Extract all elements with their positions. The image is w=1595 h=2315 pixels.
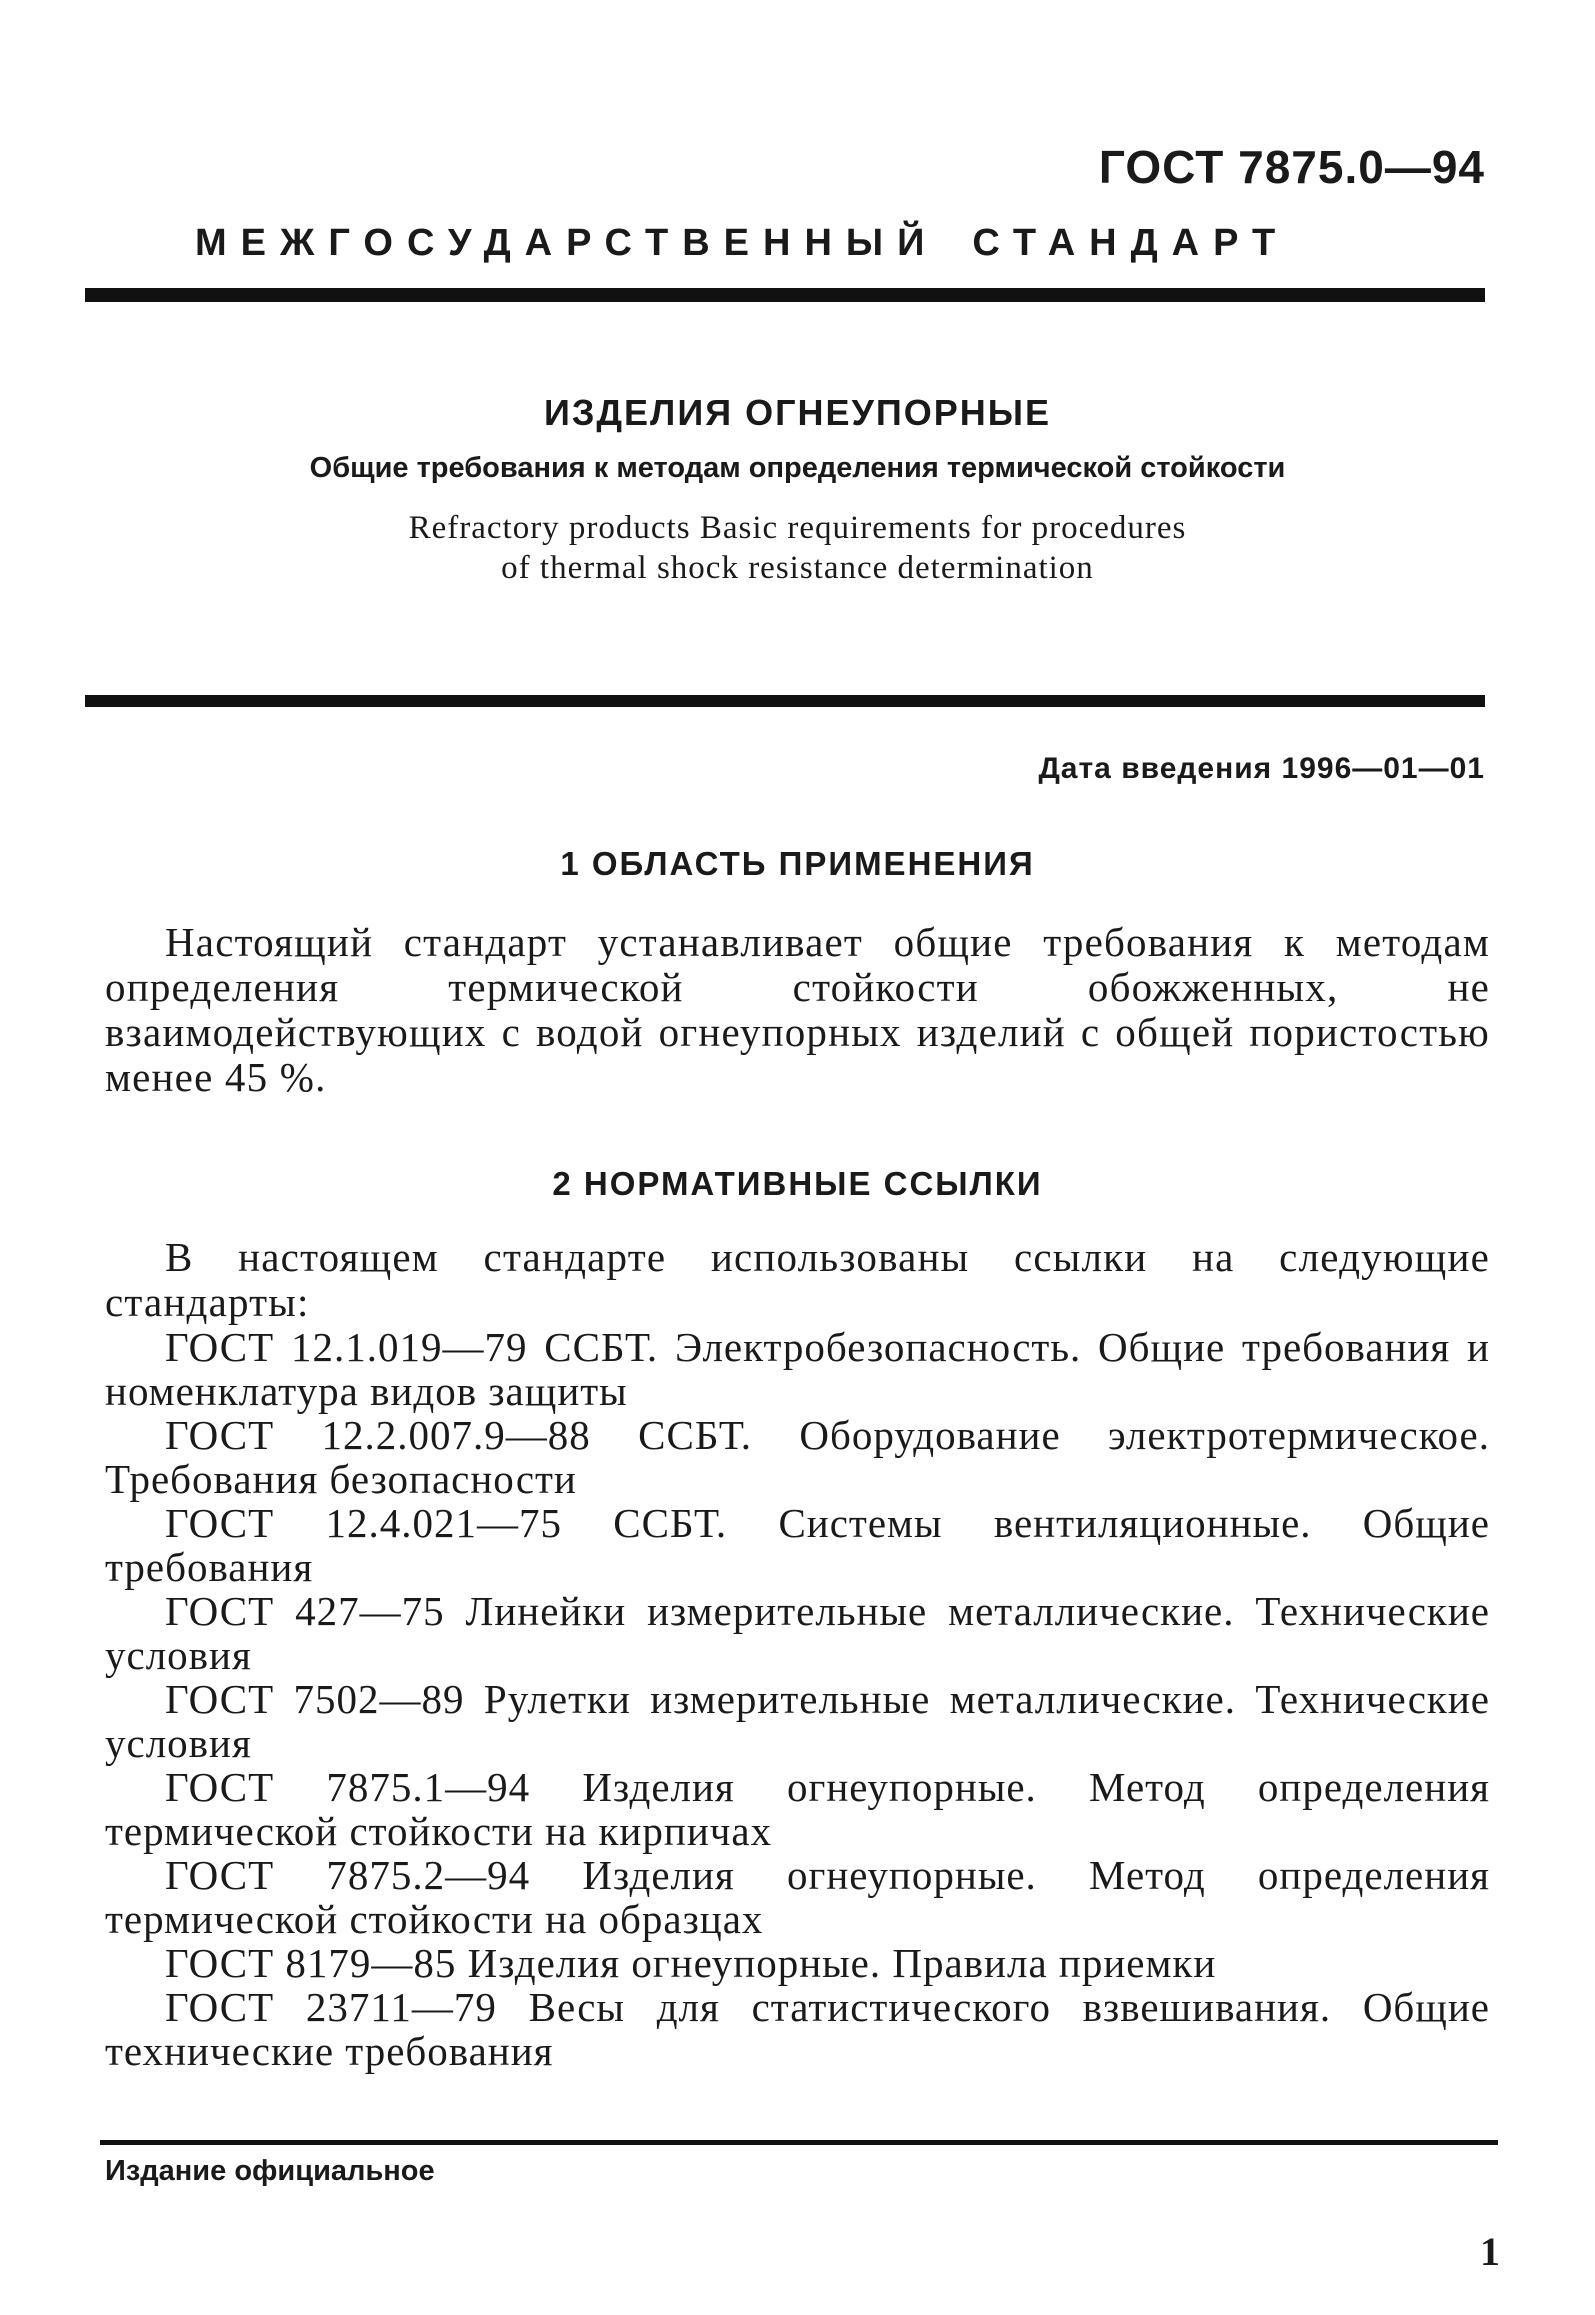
reference-item: ГОСТ 7875.1—94 Изделия огнеупорные. Метод определения термической стойкости на кирпичах — [105, 1764, 1490, 1854]
document-subtitle: Общие требования к методам определения термической стойкости — [309, 452, 1286, 484]
standard-word: СТАНДАРТ — [972, 222, 1290, 264]
gost-number: ГОСТ 7875.0—94 — [1098, 141, 1485, 193]
title-divider — [85, 695, 1485, 707]
page-number: 1 — [1480, 2229, 1500, 2274]
references-intro-paragraph: В настоящем стандарте использованы ссылки на следующие стандарты: — [105, 1234, 1490, 1325]
footer-divider — [100, 2140, 1498, 2145]
normative-references-list — [105, 1325, 1490, 2073]
interstate-standard-banner — [195, 222, 1395, 265]
document-title: ИЗДЕЛИЯ ОГНЕУПОРНЫЕ — [543, 392, 1052, 433]
reference-item: ГОСТ 7502—89 Рулетки измерительные металлические. Технические условия — [105, 1676, 1490, 1766]
scope-paragraph: Настоящий стандарт устанавливает общие требования к методам определения термической стойкости обожженных, не взаимодействующих с водой огнеупорных изделий с общей пористостью менее 45 %. — [105, 919, 1490, 1100]
reference-item: ГОСТ 427—75 Линейки измерительные металлические. Технические условия — [105, 1588, 1490, 1678]
reference-item: ГОСТ 12.2.007.9—88 ССБТ. Оборудование электротермическое. Требования безопасности — [105, 1412, 1490, 1502]
reference-item: ГОСТ 12.1.019—79 ССБТ. Электробезопасность. Общие требования и номенклатура видов защиты — [105, 1324, 1490, 1414]
english-title-line: Refractory products Basic requirements for procedures — [408, 510, 1187, 546]
reference-item: ГОСТ 23711—79 Весы для статистического взвешивания. Общие технические требования — [105, 1984, 1490, 2074]
introduction-date: Дата введения 1996—01—01 — [1038, 752, 1485, 785]
reference-item: ГОСТ 12.4.021—75 ССБТ. Системы вентиляционные. Общие требования — [105, 1500, 1490, 1590]
section-heading-scope: 1 ОБЛАСТЬ ПРИМЕНЕНИЯ — [560, 845, 1035, 882]
header-divider — [85, 288, 1485, 302]
english-title-line: of thermal shock resistance determination — [501, 550, 1094, 586]
interstate-word: МЕЖГОСУДАРСТВЕННЫЙ — [195, 222, 939, 264]
english-title — [0, 508, 1595, 588]
reference-item: ГОСТ 7875.2—94 Изделия огнеупорные. Метод определения термической стойкости на образцах — [105, 1852, 1490, 1942]
reference-item: ГОСТ 8179—85 Изделия огнеупорные. Правила приемки — [165, 1940, 1217, 1986]
official-edition-label: Издание официальное — [105, 2155, 435, 2187]
section-heading-references: 2 НОРМАТИВНЫЕ ССЫЛКИ — [552, 1165, 1043, 1202]
